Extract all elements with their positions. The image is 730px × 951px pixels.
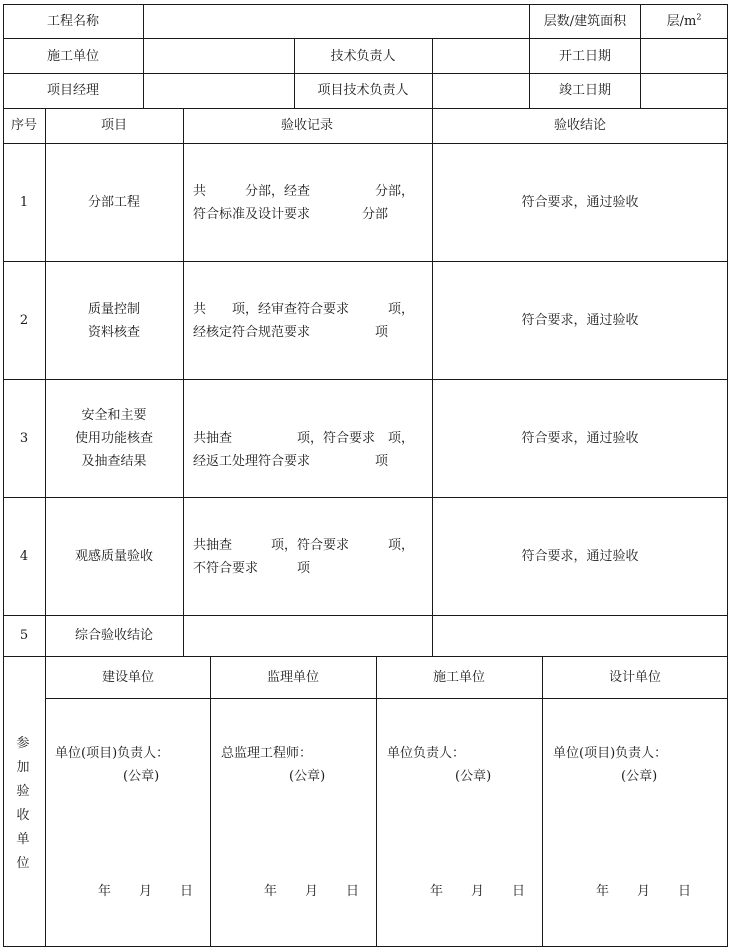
row-seq: 4 [19,549,29,564]
participant-seal: (公章) [621,769,658,784]
participant-date-month: 月 [471,884,485,899]
row-item: 综合验收结论 [74,628,154,643]
row-record-line: 共 项，经审查符合要求 项， [193,302,415,317]
participant-seal: (公章) [289,769,326,784]
row-conclusion: 符合要求，通过验收 [521,549,639,564]
row-seq: 5 [19,628,29,643]
row-item: 安全和主要 [81,408,147,423]
participant-date-day: 日 [678,884,692,899]
row-record-line: 共抽查 项，符合要求 项， [193,538,415,553]
row-record-line: 经返工处理符合要求 项 [193,454,389,469]
column-header-item: 项目 [100,118,128,133]
participant-date-year: 年 [264,884,278,899]
row-seq: 1 [19,195,29,210]
row-conclusion: 符合要求，通过验收 [521,313,639,328]
row-conclusion: 符合要求，通过验收 [521,431,639,446]
participant-signer-label: 单位负责人： [387,746,466,761]
participant-date-month: 月 [139,884,153,899]
row-item: 分部工程 [87,195,141,210]
start-date-label: 开工日期 [558,49,612,64]
participant-signer-label: 单位(项目)负责人： [55,746,170,761]
row-record-line: 符合标准及设计要求 分部 [193,207,389,222]
column-header-record: 验收记录 [280,118,334,133]
row-item: 观感质量验收 [74,549,154,564]
row-record-line: 经核定符合规范要求 项 [193,325,389,340]
participant-date-year: 年 [596,884,610,899]
row-item: 质量控制 [87,302,141,317]
completion-date-label: 竣工日期 [558,83,612,98]
participants-side-label: 参 加 验 收 单 位 [16,736,30,871]
row-seq: 2 [19,313,29,328]
floors-area-label: 层数/建筑面积 [543,14,627,29]
participant-unit-name: 建设单位 [101,670,155,685]
row-item: 资料核查 [87,325,141,340]
project-name-label: 工程名称 [46,14,100,29]
tech-lead-label: 技术负责人 [330,49,396,64]
participant-date-day: 日 [346,884,360,899]
participant-date-year: 年 [430,884,444,899]
participant-date-day: 日 [180,884,194,899]
participant-signer-label: 单位(项目)负责人： [553,746,668,761]
row-item: 及抽查结果 [81,454,147,469]
construction-unit-label: 施工单位 [46,49,100,64]
participant-unit-name: 监理单位 [266,670,320,685]
participant-signer-label: 总监理工程师： [221,746,313,761]
participant-date-day: 日 [512,884,526,899]
row-record-line: 共 分部，经查 分部， [193,184,415,199]
row-conclusion: 符合要求，通过验收 [521,195,639,210]
participant-unit-name: 施工单位 [432,670,486,685]
participant-seal: (公章) [123,769,160,784]
column-header-seq: 序号 [10,118,38,133]
column-header-conclusion: 验收结论 [553,118,607,133]
project-manager-label: 项目经理 [46,83,100,98]
participant-date-month: 月 [637,884,651,899]
row-seq: 3 [19,431,29,446]
participant-date-month: 月 [305,884,319,899]
row-item: 使用功能核查 [74,431,154,446]
floors-area-unit: 层$/m^2$ [666,12,702,29]
participant-date-year: 年 [98,884,112,899]
project-tech-lead-label: 项目技术负责人 [317,83,409,98]
participant-seal: (公章) [455,769,492,784]
row-record-line: 不符合要求 项 [193,561,311,576]
row-record-line: 共抽查 项，符合要求 项， [193,431,415,446]
participant-unit-name: 设计单位 [608,670,662,685]
